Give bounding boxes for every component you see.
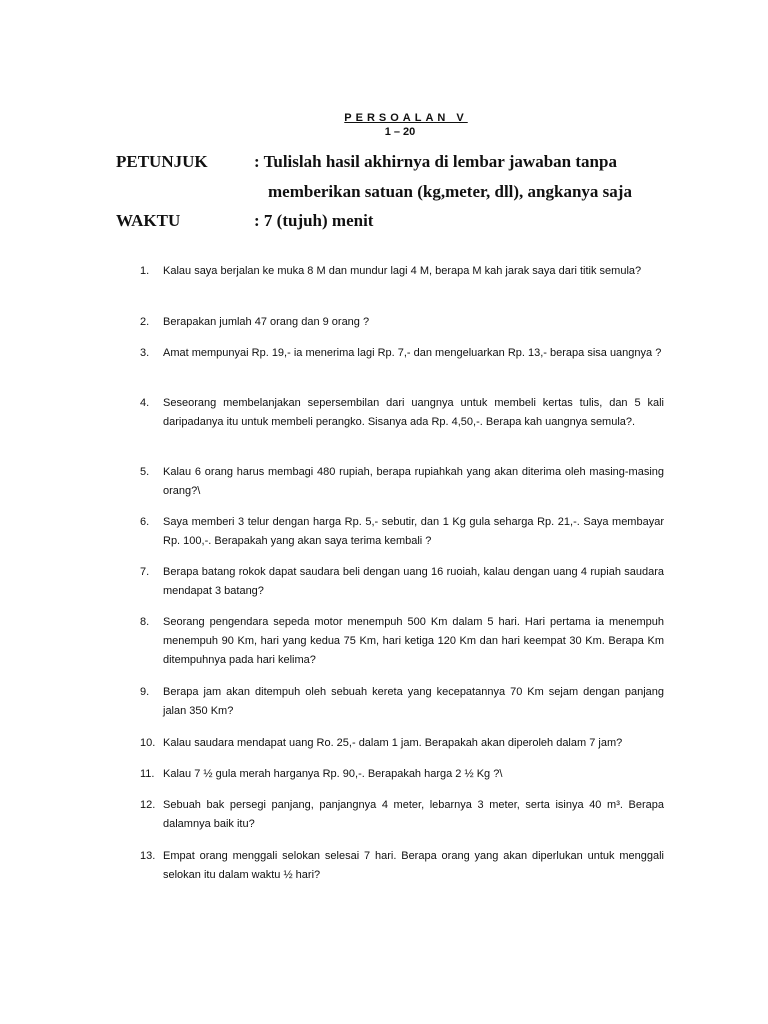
- question-item: [140, 563, 664, 601]
- question-number: 10.: [140, 737, 156, 749]
- question-number: 4.: [140, 397, 150, 409]
- question-number: 1.: [140, 265, 150, 277]
- question-item: [140, 613, 664, 670]
- question-number: 13.: [140, 850, 156, 862]
- question-item: [140, 344, 664, 363]
- question-item: [140, 463, 664, 501]
- question-item: [140, 734, 664, 753]
- waktu-value: : 7 (tujuh) menit: [254, 211, 374, 230]
- petunjuk-text-line2: memberikan satuan (kg,meter, dll), angkanya saja: [268, 182, 632, 201]
- question-number: 7.: [140, 566, 150, 578]
- question-number: 8.: [140, 616, 150, 628]
- question-number: 2.: [140, 316, 150, 328]
- question-item: [140, 683, 664, 721]
- question-text: Kalau 6 orang harus membagi 480 rupiah, berapa rupiahkah yang akan diterima oleh masing-masing orang?\: [163, 466, 664, 497]
- question-number: 6.: [140, 516, 150, 528]
- question-text: Seorang pengendara sepeda motor menempuh 500 Km dalam 5 hari. Hari pertama ia menempuh menempuh 90 Km, hari yang kedua 75 Km, hari ketiga 120 Km dan hari keempat 30 Km. Berapa Km ditempuhnya pada hari kelima?: [163, 616, 664, 666]
- question-text: Berapakan jumlah 47 orang dan 9 orang ?: [163, 316, 370, 328]
- question-range: 1 – 20: [384, 126, 416, 138]
- question-number: 12.: [140, 799, 156, 811]
- question-text: Kalau saudara mendapat uang Ro. 25,- dalam 1 jam. Berapakah akan diperoleh dalam 7 jam?: [163, 737, 623, 749]
- question-number: 9.: [140, 686, 150, 698]
- question-item: [140, 796, 664, 834]
- question-number: 3.: [140, 347, 150, 359]
- question-number: 5.: [140, 466, 150, 478]
- question-item: [140, 262, 664, 281]
- question-text: Saya memberi 3 telur dengan harga Rp. 5,- sebutir, dan 1 Kg gula seharga Rp. 21,-. Saya membayar Rp. 100,-. Berapakah yang akan saya terima kembali ?: [163, 516, 664, 547]
- petunjuk-label: PETUNJUK: [116, 152, 208, 171]
- question-text: Kalau saya berjalan ke muka 8 M dan mundur lagi 4 M, berapa M kah jarak saya dari titik semula?: [163, 265, 642, 277]
- question-item: [140, 394, 664, 432]
- waktu-label: WAKTU: [116, 211, 181, 230]
- question-text: Amat mempunyai Rp. 19,- ia menerima lagi Rp. 7,- dan mengeluarkan Rp. 13,- berapa sisa uangnya ?: [163, 347, 662, 359]
- question-text: Kalau 7 ½ gula merah harganya Rp. 90,-. Berapakah harga 2 ½ Kg ?\: [163, 768, 503, 780]
- question-item: [140, 513, 664, 551]
- page-title: PERSOALAN V: [344, 112, 468, 124]
- question-text: Berapa jam akan ditempuh oleh sebuah kereta yang kecepatannya 70 Km sejam dengan panjang jalan 350 Km?: [163, 686, 664, 717]
- question-number: 11.: [140, 768, 155, 780]
- question-text: Empat orang menggali selokan selesai 7 hari. Berapa orang yang akan diperlukan untuk menggali selokan itu dalam waktu ½ hari?: [163, 850, 664, 881]
- petunjuk-text-line1: : Tulislah hasil akhirnya di lembar jawaban tanpa: [254, 152, 617, 171]
- question-text: Sebuah bak persegi panjang, panjangnya 4 meter, lebarnya 3 meter, serta isinya 40 m³. Berapa dalamnya baik itu?: [163, 799, 664, 830]
- question-item: [140, 765, 664, 784]
- question-item: [140, 313, 664, 332]
- question-item: [140, 847, 664, 885]
- question-text: Berapa batang rokok dapat saudara beli dengan uang 16 ruoiah, kalau dengan uang 4 rupiah saudara mendapat 3 batang?: [163, 566, 664, 597]
- question-text: Seseorang membelanjakan sepersembilan dari uangnya untuk membeli kertas tulis, dan 5 kali daripadanya itu untuk membeli perangko. Sisanya ada Rp. 4,50,-. Berapa kah uangnya semula?.: [163, 397, 664, 428]
